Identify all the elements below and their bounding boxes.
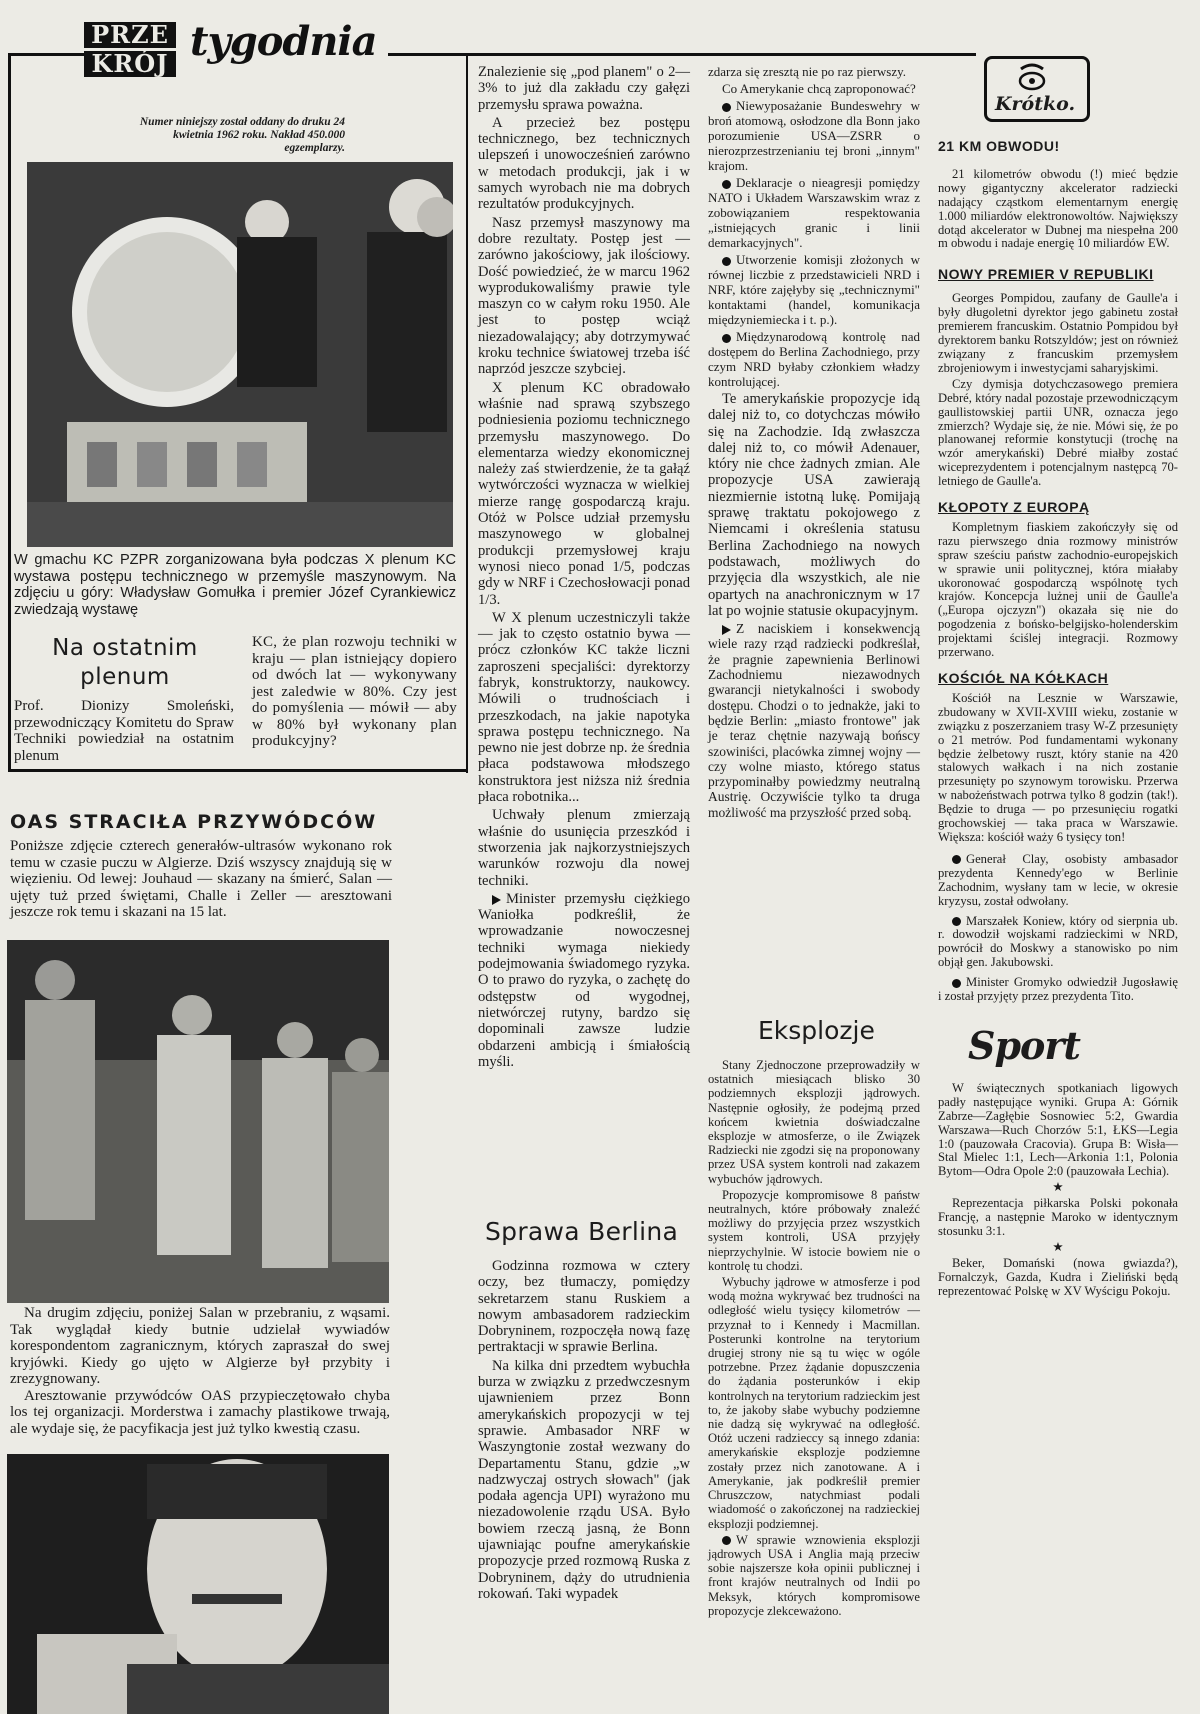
kosciol-title: KOŚCIÓŁ NA KÓŁKACH: [938, 670, 1109, 686]
masthead-rule: [388, 53, 976, 56]
premier-text: Czy dymisja dotychczasowego premiera Debré, który nadal pozostaje przewodniczącym gaullistowskiej partii UNR, oznacza jego zmierzch? Wydaje się, że nie. Mówi się, że po planowanej reformie konstytucji (trochę na wzór amerykański) Debré miałby zostać wiceprezydentem i potencjalnym następcą 70-letniego de Gaulle'a.: [938, 376, 1178, 489]
gromyko-text: Minister Gromyko odwiedził Jugosławię i został przyjęty przez prezydenta Tito.: [938, 975, 1178, 1004]
plenum-para: X plenum KC obradowało właśnie nad sprawą szybszego podniesienia poziomu technicznego przemysłu maszynowego. Do elementarza wiedzy ekonomicznej należy zaś stwierdzenie, że ta gałąź wytwórczości wyznacza w wielkiej mierze rangę gospodarczą kraju. Otóż w Polsce udział przemysłu maszynowego w globalnej produkcji przemysłowej kraju wynosi nieco ponad 1/5, podczas gdy w NRF i Czechosłowacji ponad 1/3.: [478, 379, 690, 608]
clay-item: [938, 853, 1178, 909]
oas-generals-photo: [7, 940, 389, 1303]
top-frame-left: [8, 53, 84, 56]
bullet-icon: [952, 855, 961, 864]
oas-generals-photo-image: [7, 940, 389, 1303]
berlin-bullet-text: Z naciskiem i konsekwencją wiele razy rząd radziecki podkreślał, że pragnie zapewnienia Berlinowi Zachodniemu niezawodnych gwarancji nietykalności i swobody dostępu. Chodzi o to jednakże, jaki to będzie Berlin: „miasto frontowe" jak je teraz chętnie nazywają bońscy szowiniści, placówka zimnej wojny — czy wolne miasto, którego status przypominałby powiedzmy neutralną Austrię. Oczywiście tylko ta druga możliwość ma przyszłość przed sobą.: [708, 621, 920, 820]
berlin-bullet: [708, 621, 920, 820]
berlin-bullet-text: Niewyposażanie Bundeswehry w broń atomową, osłodzone dla Bonn jako porozumienie USA—ZSRR o nierozprzestrzenianiu tej broni „innym" krajom.: [708, 98, 920, 173]
bullet-icon: [722, 103, 731, 112]
sport-text: Reprezentacja piłkarska Polski pokonała Francję, a następnie Maroko w identycznym stosunku 3:1.: [938, 1196, 1178, 1238]
oas-lead: Poniższe zdjęcie czterech generałów-ultrasów wykonano rok temu w czasie puczu w Algierze. Dziś wszyscy znajdują się w więzieniu. Od lewej: Jouhaud — skazany na śmierć, Salan — ujęty tuż przed świętami, Challe i Zeller — aresztowani jeszcze rok temu i skazani na 15 lat.: [10, 838, 392, 920]
obwod-title: 21 KM OBWODU!: [938, 138, 1060, 154]
telephone-icon: [1017, 61, 1047, 91]
eksplozje-para: Stany Zjednoczone przeprowadziły w ostatnich miesiącach blisko 30 podziemnych eksplozji jądrowych. Następnie ogłosiły, że podejmą przed końcem kwietnia doświadczalne eksplozje w atmosferze, o ile Związek Radziecki nie zgodzi się na proponowany przez USA system kontroli nad zakazem wybuchów jądrowych.: [708, 1058, 920, 1186]
exhibition-caption: W gmachu KC PZPR zorganizowana była podczas X plenum KC wystawa postępu technicznego w przemyśle maszynowym. Na zdjęciu u góry: Władysław Gomułka i premier Józef Cyrankiewicz zwiedzają wystawę: [14, 552, 456, 618]
koniew-text: Marszałek Koniew, który od sierpnia ub. r. dowodził wojskami radzieckimi w NRD, powrócił do Moskwy a stanowisko po nim objął gen. Jakubowski.: [938, 913, 1178, 970]
premier-title: NOWY PREMIER V REPUBLIKI: [938, 266, 1154, 283]
berlin-bullet: [708, 175, 920, 250]
eksplozje-para: Wybuchy jądrowe w atmosferze i pod wodą można wykrywać bez trudności na odległość wielu tysięcy kilometrów — przyznał to i Kennedy i Macmillan. Posterunki kontrolne na terytorium drugiej strony nie są tu więc w ogóle potrzebne. Przez żądanie dopuszczenia do żądania posterunków i ekip kontrolnych na terytorium radzieckim jest to, że jakoby słabe wybuchy podziemne nie dadzą się wykrywać na odległość. Otóż uczeni radzieccy są innego zdania: amerykańskie eksplozje podziemne zostały przez nich zanotowane. A i Amerykanie, jak podkreślił premier Chruszczow, natychmiast podali wiadomość o zakończonej na radzieckiej eksplozji podziemnej.: [708, 1275, 920, 1531]
plenum-para: W X plenum uczestniczyli także — jak to często ostatnio bywa — prócz członków KC także liczni zaproszeni specjaliści: dyrektorzy fabryk, konstruktorzy, naukowcy. Mówili o trudnościach i przeszkodach, na jakie napotyka sprawa postępu technicznego. Na pewno nie jest dobrze np. że średnia płaca podstawowa młodszego konstruktora jest niższa niż średnia płaca robotnika...: [478, 609, 690, 806]
eksplozje-bullet-text: W sprawie wznowienia eksplozji jądrowych USA i Anglia mają przeciw sobie najszersze koła opinii publicznej i front krajów neutralnych od Indii po Meksyk, których kompromisowe propozycje zlekceważono.: [708, 1532, 920, 1618]
bullet-icon: [952, 917, 961, 926]
sport-text: Beker, Domański (nowa gwiazda?), Fornalczyk, Gazda, Kudra i Zieliński będą reprezentować Polskę w XV Wyścigu Pokoju.: [938, 1255, 1178, 1298]
issue-note: Numer niniejszy został oddany do druku 24 kwietnia 1962 roku. Nakład 450.000 egzemplarzy.: [139, 116, 345, 154]
sidebar: [938, 140, 1178, 1301]
berlin-column: [478, 1258, 690, 1604]
eksplozje-title: Eksplozje: [758, 1016, 875, 1045]
plenum-bottom-rule: [8, 769, 468, 772]
premier-text: Georges Pompidou, zaufany de Gaulle'a i były długoletni dyrektor jego gabinetu został premierem francuskim. Ostatnio Pompidou był dyrektorem banku Rotszyldów; jest on również związany z francuskim przemysłem zbrojeniowym i inwestycjami saharyjskimi.: [938, 291, 1178, 375]
berlin-title: Sprawa Berlina: [485, 1217, 679, 1246]
salan-photo: [7, 1454, 389, 1714]
exhibition-photo: [27, 162, 453, 547]
berlin-bullet: [708, 329, 920, 389]
bullet-icon: [722, 180, 731, 189]
exhibition-photo-image: [27, 162, 453, 547]
bullet-icon: [722, 257, 731, 266]
europa-title: KŁOPOTY Z EUROPĄ: [938, 499, 1090, 516]
logo-bottom: KRÓJ: [84, 51, 176, 77]
star-separator: ★: [1052, 1239, 1064, 1254]
berlin-text: Te amerykańskie propozycje idą dalej niż to, co dotychczas mówiło się na Zachodzie. Idą zwłaszcza dalej niż to, co mówił Adenauer, który nie chce żadnych zmian. Ale propozycje USA zawierają niezmiernie istotną lukę. Pomijają sprawę traktatu pokojowego z Niemcami i określenia statusu Berlina Zachodniego na nowych podstawach, możliwych do przyjęcia dla wszystkich, ale nie opartych na anachronicznym w 17 lat po wojnie statusie okupacyjnym.: [708, 391, 920, 619]
bullet-icon: [952, 979, 961, 988]
berlin-bullet-text: Międzynarodową kontrolę nad dostępem do Berlina Zachodniego, przy czym NRD byłaby członkiem władzy kontrolującej.: [708, 329, 920, 389]
star-separator: ★: [1052, 1180, 1064, 1195]
plenum-lead-right: KC, że plan rozwoju techniki w kraju — plan istniejący dopiero od dwóch lat — wykonywany jest zaledwie w 80%. Czy jest do pomyślenia — mówił — aby w 80% był wykonany plan produkcyjny?: [252, 634, 457, 749]
berlin-bullet: [708, 98, 920, 173]
plenum-continuation: [478, 64, 690, 1072]
triangle-bullet-icon: [722, 625, 731, 635]
plenum-para: Uchwały plenum zmierzają właśnie do usunięcia przeszkód i stworzenia jak najkorzystniejszych warunków rozwoju dla nowej techniki.: [478, 807, 690, 889]
column-rule: [466, 53, 468, 773]
sport-text: W świątecznych spotkaniach ligowych padły następujące wyniki. Grupa A: Górnik Zabrze—Zagłębie Sosnowiec 5:2, Gwardia Warszawa—Ruch Chorzów 5:1, ŁKS—Legia 1:0 (pauzowała Cracovia). Grupa B: Wisła—Stal Mielec 1:1, Lech—Arkonia 1:1, Polonia Bytom—Odra Opole 2:0 (pauzowała Lechia).: [938, 1080, 1178, 1179]
kosciol-text: Kościół na Lesznie w Warszawie, zbudowany w XVII-XVIII wieku, zostanie w związku z poszerzaniem trasy W-Z przesunięty o 21 metrów. Pod fundamentami wykonany będzie żelbetowy ruszt, który stanie na 420 stalowych wałkach i na nich zostanie przesunięty po szynowym torowisku. Przerwa w nabożeństwach potrwa tylko 8 godzin (tak!). Będzie to druga — po przesunięciu rogatki grochowskiej — taka praca w Warszawie. Większa: kościół waży 6 tysięcy ton!: [938, 690, 1178, 844]
plenum-title: Na ostatnim plenum: [52, 635, 198, 690]
sport-label: Sport: [968, 1022, 1080, 1068]
eksplozje-para: [708, 1533, 920, 1618]
berlin-bullet-text: Utworzenie komisji złożonych w równej liczbie z przedstawicieli NRD i NRF, które zajęłyby się „technicznymi" kontaktami (handel, komunikacja międzyniemiecka i t. p.).: [708, 252, 920, 327]
plenum-lead-left: Prof. Dionizy Smoleński, przewodniczący Komitetu do Spraw Techniki powiedział na ostatnim plenum: [14, 698, 234, 764]
gromyko-item: [938, 976, 1178, 1004]
clay-text: Generał Clay, osobisty ambasador prezydenta Kennedy'ego w Berlinie Zachodnim, wysłany tam w lecie, w okresie kryzysu, został odwołany.: [938, 851, 1178, 908]
plenum-para: [478, 891, 690, 1070]
bullet-icon: [722, 1536, 731, 1545]
berlin-text: Co Amerykanie chcą zaproponować?: [722, 81, 916, 96]
section-title: tygodnia: [190, 18, 377, 65]
koniew-item: [938, 915, 1178, 971]
krotko-label: Krótko.: [995, 93, 1076, 115]
plenum-para: Znalezienie się „pod planem" o 2—3% to już dla zakładu czy gałęzi przemysłu sprawa poważna.: [478, 64, 690, 113]
bullet-icon: [722, 334, 731, 343]
magazine-logo: [84, 22, 176, 80]
berlin-bullet: [708, 252, 920, 327]
europa-text: Kompletnym fiaskiem zakończyły się od razu pierwszego dnia rozmowy ministrów spraw sześciu państw zachodnio-europejskich w sprawie unii politycznej, która miałaby ukoronować gospodarczą wspólnotę tych krajów. Koncepcja lużnej unii de Gaulle'a („Europa ojczyzn") okazała się nie do pogodzenia z bońsko-belgijsko-holenderskim projektami ściślej integracji. Rozmowy przerwano.: [938, 519, 1178, 660]
oas-caption-p1: Na drugim zdjęciu, poniżej Salan w przebraniu, z wąsami. Tak wyglądał kiedy butnie udzielał wywiadów korespondentom zagranicznym, których zapraszał do swej kryjówki. Kiedy go ujęto w Algierze był przybity i zrezygnowany.: [10, 1305, 390, 1387]
berlin-text: zdarza się zresztą nie po raz pierwszy.: [708, 64, 907, 79]
oas-title: OAS STRACIŁA PRZYWÓDCÓW: [10, 811, 378, 833]
oas-caption: [10, 1305, 390, 1437]
eksplozje-column: [708, 1058, 920, 1620]
obwod-text: 21 kilometrów obwodu (!) mieć będzie nowy gigantyczny akcelerator radziecki nadający cząstkom elementarnym energię 1.000 miliardów elektronowoltów. Największy dotąd akcelerator w Dubnej ma niespełna 200 m obwodu i nadaje energię 10 miliardów EW.: [938, 166, 1178, 251]
krotko-box: [984, 56, 1090, 122]
berlin-proposals: [708, 64, 920, 822]
salan-photo-image: [7, 1454, 389, 1714]
berlin-para: Godzinna rozmowa w cztery oczy, bez tłumaczy, pomiędzy sekretarzem stanu Ruskiem a nowym ambasadorem radzieckim Dobryninem, rozpoczęła nową fazę pertraktacji w sprawie Berlina.: [478, 1258, 690, 1356]
left-frame: [8, 53, 11, 771]
plenum-para: Nasz przemysł maszynowy ma dobre rezultaty. Postęp jest — zarówno jakościowy, jak ilościowy. Dość powiedzieć, że w marcu 1962 wyprodukowaliśmy prawie tyle maszyn co w całym roku 1950. Ale jest to postęp wciąż niezadowalający; aby dotrzymywać kroku technice światowej trzeba iść naprzód jeszcze szybciej.: [478, 214, 690, 378]
plenum-para: A przecież bez postępu technicznego, bez technicznych ulepszeń i unowocześnień zarówno w metodach produkcji, jak i w samych wyrobach nie ma dobrych rezultatów produkcyjnych.: [478, 114, 690, 213]
berlin-bullet-text: Deklaracje o nieagresji pomiędzy NATO i Układem Warszawskim wraz z zobowiązaniem respektowania „istniejących granic i linii demarkacyjnych".: [708, 175, 920, 250]
minister-text: Minister przemysłu ciężkiego Waniołka podkreślił, że wprowadzanie nowoczesnej techniki wymaga niekiedy podejmowania świadomego ryzyka. O to prawo do ryzyka, o zachętę do odstępstw od wygodnej, nietwórczej rutyny, bardzo się dopominali zawsze ludzie obdarzeni ambicją i śmiałością myśli.: [478, 890, 690, 1070]
eksplozje-para: Propozycje kompromisowe 8 państw neutralnych, które próbowały znaleźć możliwy do przyjęcia przez wszystkich system kontroli, USA przyjęły nieprzychylnie. W istocie bowiem nie o kontrolę tu chodzi.: [708, 1187, 920, 1273]
triangle-bullet-icon: [492, 895, 501, 905]
berlin-para: Na kilka dni przedtem wybuchła burza w związku z przedwczesnym ujawnieniem przez Bonn amerykańskich propozycji w tej sprawie. Ambasador NRF w Waszyngtonie został wezwany do Departamentu Stanu, gdzie „w nadzwyczaj ostrych słowach" (jak podała agencja UPI) wyrażono mu niezadowolenie rządu USA. Było bowiem rzeczą jasną, że Bonn ujawniając poufne amerykańskie propozycje przed rozmową Ruska z Dobryninem, dąży do utrudnienia rokowań. Taki wypadek: [478, 1357, 690, 1602]
oas-caption-p2: Aresztowanie przywódców OAS przypieczętowało chyba los tej organizacji. Morderstwa i zamachy plastikowe trwają, ale wydaje się, że pacyfikacja jest już tylko kwestią czasu.: [10, 1387, 390, 1437]
logo-top: PRZE: [84, 22, 176, 48]
